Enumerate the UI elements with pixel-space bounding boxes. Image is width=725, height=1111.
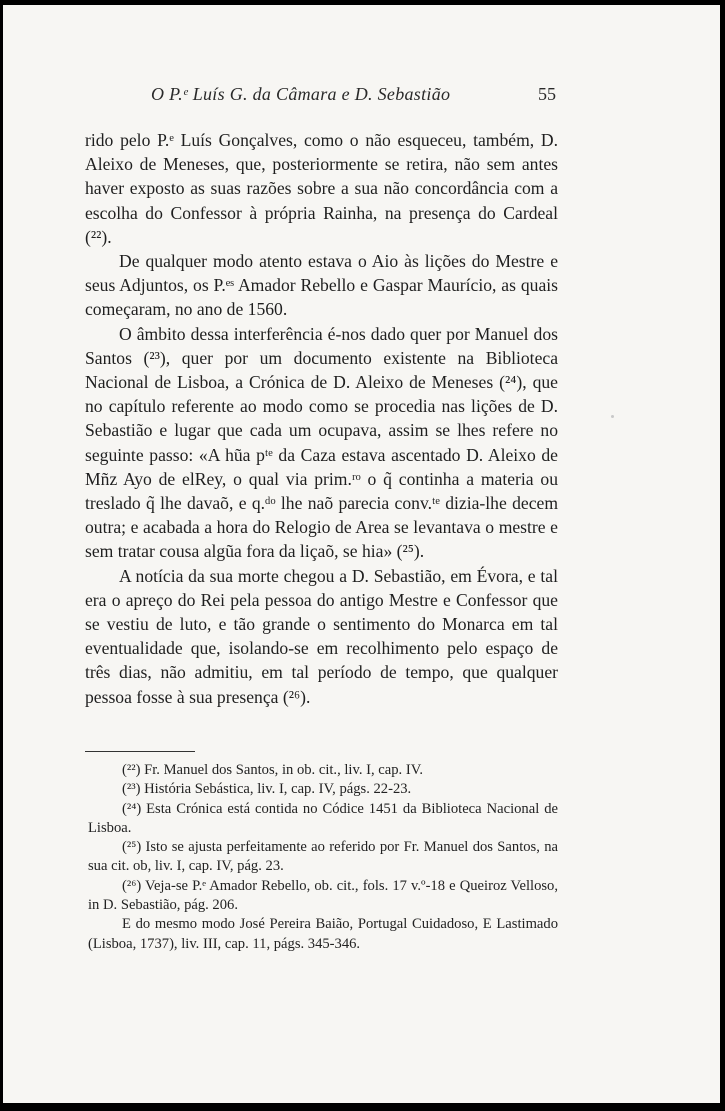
footnote: E do mesmo modo José Pereira Baião, Portugal Cuidadoso, E Lastimado (Lisboa, 1737), liv. III, cap. 11, págs. 345-346. [88, 916, 558, 952]
footnote: (²³) História Sebástica, liv. I, cap. IV, págs. 22-23. [122, 781, 412, 798]
paragraph: A notícia da sua morte chegou a D. Sebastião, em Évora, e tal era o apreço do Rei pela pessoa do antigo Mestre e Confessor que se vestiu de luto, e tão grande o sentimento do Monarca em tal eventualidade que, isolando-se em recolhimento pelo espaço de três dias, não admitiu, em tal período de tempo, que qualquer pessoa fosse à sua presença (²⁶). [85, 565, 558, 707]
footnote: (²⁶) Veja-se P.ᵉ Amador Rebello, ob. cit., fols. 17 v.º-18 e Queiroz Velloso, in D. Sebastião, pág. 206. [88, 877, 558, 914]
page-number: 55 [538, 84, 556, 104]
running-title: O P.ᵉ Luís G. da Câmara e D. Sebastião [151, 84, 451, 104]
book-page [3, 5, 720, 1103]
footnote: (²⁵) Isto se ajusta perfeitamente ao referido por Fr. Manuel dos Santos, na sua cit. ob, liv. I, cap. IV, pág. 23. [88, 839, 558, 875]
footnote: (²⁴) Esta Crónica está contida no Códice 1451 da Biblioteca Nacional de Lisboa. [88, 800, 558, 836]
body-text [85, 128, 558, 709]
scan-speck [611, 415, 614, 418]
footnote-rule [85, 751, 195, 752]
paragraph: rido pelo P.ᵉ Luís Gonçalves, como o não esqueceu, também, D. Aleixo de Meneses, que, posteriormente se retira, não sem antes haver exposto as suas razões sobre a sua não concordância com a escolha do Confessor à própria Rainha, na presença do Cardeal (²²). [85, 130, 558, 247]
paragraph: De qualquer modo atento estava o Aio às lições do Mestre e seus Adjuntos, os P.ᵉˢ Amador Rebello e Gaspar Maurício, as quais começaram, no ano de 1560. [85, 251, 558, 320]
paragraph: O âmbito dessa interferência é-nos dado quer por Manuel dos Santos (²³), quer por um documento existente na Biblioteca Nacional de Lisboa, a Crónica de D. Aleixo de Meneses (²⁴), que no capítulo referente ao modo como se procedia nas lições de D. Sebastião e lugar que cada um ocupava, assim se lhes refere no seguinte passo: «A hũa pᵗᵉ da Caza estava ascentado D. Aleixo de Mñz Ayo de elRey, o qual via prim.ʳᵒ o q̃ continha a materia ou treslado q̃ lhe davaõ, e q.ᵈᵒ lhe naõ parecia conv.ᵗᵉ dizia-lhe decem outra; e acabada a hora do Relogio de Area se levantava o mestre e sem tratar cousa algũa fora da liçaõ, se hia» (²⁵). [85, 323, 558, 562]
page-header [151, 84, 556, 105]
footnote: (²²) Fr. Manuel dos Santos, in ob. cit., liv. I, cap. IV. [122, 762, 424, 778]
footnotes [88, 761, 558, 954]
